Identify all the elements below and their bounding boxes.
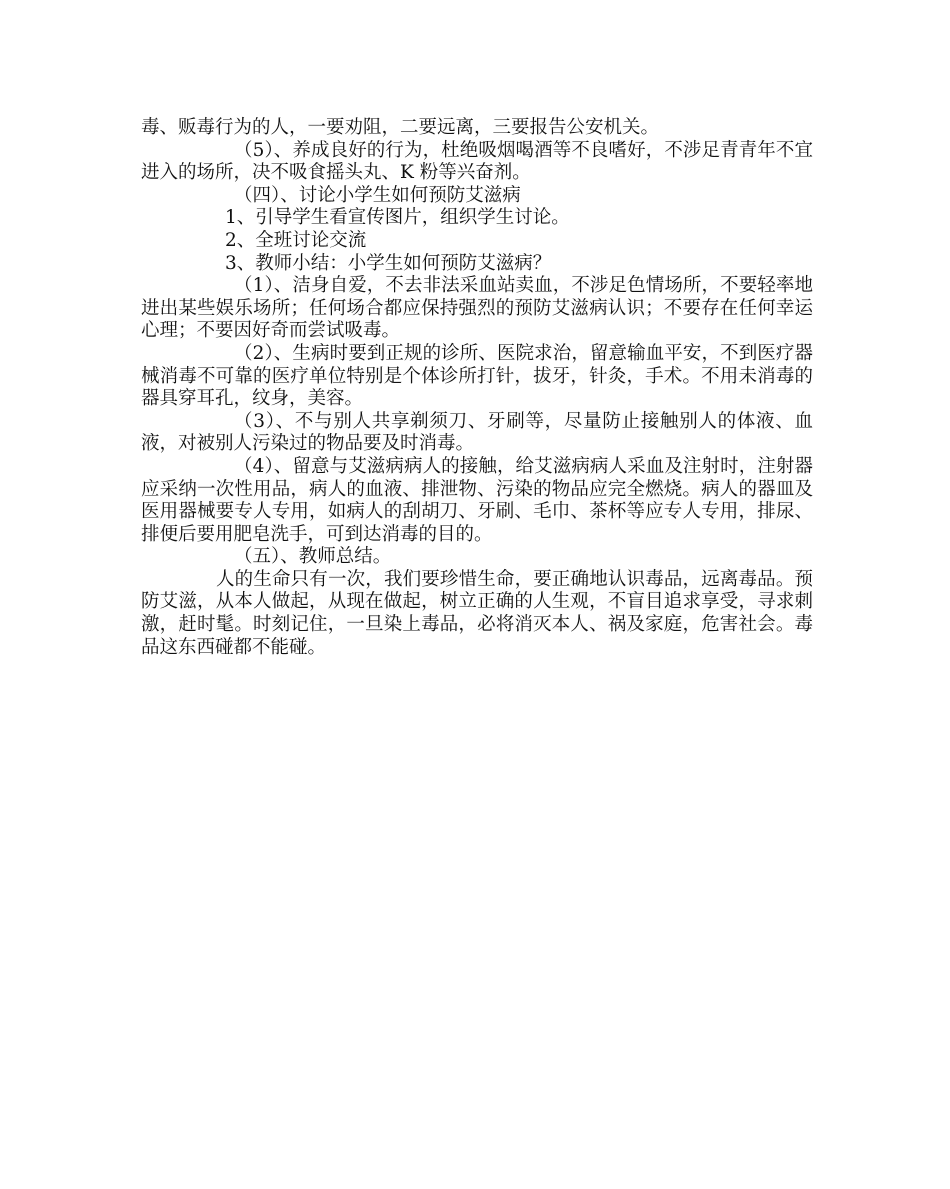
list-item-teacher-summary: 3、教师小结：小学生如何预防艾滋病？ <box>225 252 552 274</box>
paragraph-patient-contact: （4）、留意与艾滋病病人的接触，给艾滋病病人采血及注射时，注射器应采纳一次性用品，病人的血液、排泄物、污染的物品应完全燃烧。病人的器皿及医用器械要专人专用，如病人的刮胡刀、牙刷、毛巾、茶杯等应专人专用，排尿、排便后要用肥皂洗手，可到达消毒的目的。 <box>141 455 813 545</box>
document-body <box>141 117 813 659</box>
list-item-class-discussion: 2、全班讨论交流 <box>225 229 367 251</box>
paragraph-good-habits: （5）、养成良好的行为，杜绝吸烟喝酒等不良嗜好，不涉足青青年不宜进入的场所，决不吸食摇头丸、K 粉等兴奋剂。 <box>141 139 813 184</box>
list-item-view-pictures: 1、引导学生看宣传图片，组织学生讨论。 <box>225 207 570 229</box>
paragraph-medical-care: （2）、生病时要到正规的诊所、医院求治，留意输血平安，不到医疗器械消毒不可靠的医疗单位特别是个体诊所打针，拔牙，针灸，手术。不用未消毒的器具穿耳孔，纹身，美容。 <box>141 342 813 410</box>
paragraph-conclusion: 人的生命只有一次，我们要珍惜生命，要正确地认识毒品，远离毒品。预防艾滋，从本人做起，从现在做起，树立正确的人生观，不盲目追求享受，寻求刺激，赶时髦。时刻记住，一旦染上毒品，必将消灭本人、祸及家庭，危害社会。毒品这东西碰都不能碰。 <box>141 568 813 658</box>
section-heading-aids-discussion: （四）、讨论小学生如何预防艾滋病 <box>234 184 521 206</box>
paragraph-self-respect: （1）、洁身自爱，不去非法采血站卖血，不涉足色情场所，不要轻率地进出某些娱乐场所；任何场合都应保持强烈的预防艾滋病认识；不要存在任何幸运心理；不要因好奇而尝试吸毒。 <box>141 275 813 342</box>
paragraph-no-sharing: （3）、不与别人共享剃须刀、牙刷等，尽量防止接触别人的体液、血液，对被别人污染过的物品要及时消毒。 <box>141 410 813 455</box>
paragraph-drug-reporting: 毒、贩毒行为的人，一要劝阻，二要远离，三要报告公安机关。 <box>141 117 660 138</box>
section-heading-teacher-conclusion: （五）、教师总结。 <box>234 546 392 568</box>
